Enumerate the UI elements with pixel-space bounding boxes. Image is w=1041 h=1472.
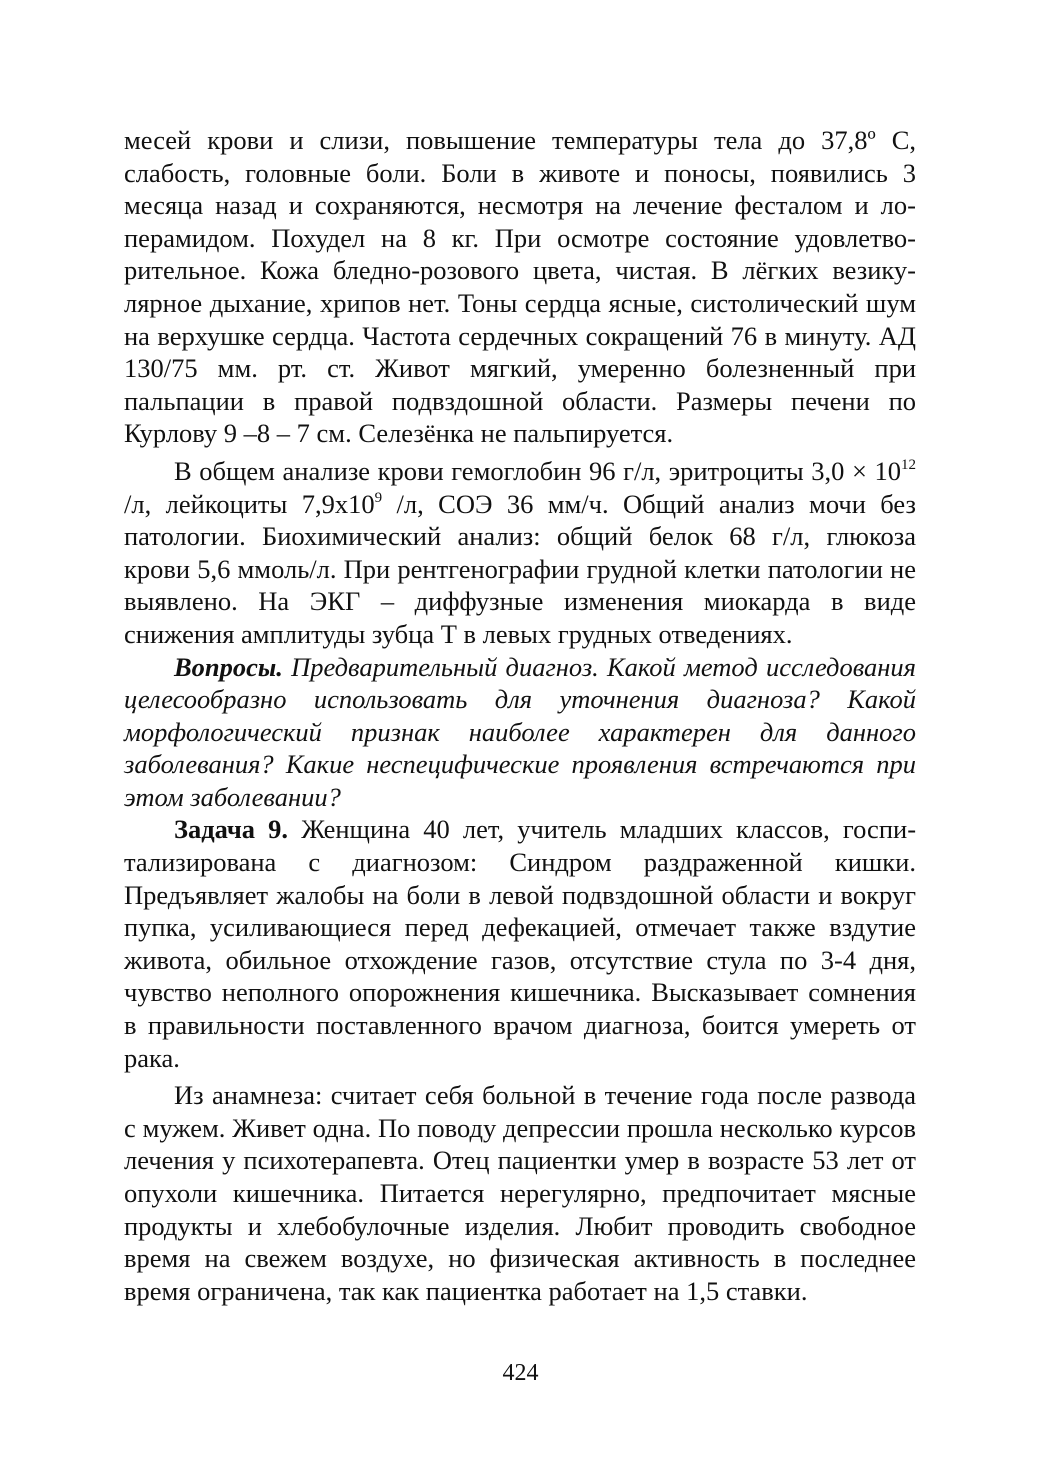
questions-text: Предварительный диагноз. Какой метод исследования целесообразно использовать для уточнения диагноза? Какой морфологический признак наиболее характерен для данного заболевания? Какие неспецифические проявления встречаются при этом заболевании?	[124, 651, 916, 812]
paragraph-anamnesis: Из анамнеза: считает себя больной в течение года после развода с мужем. Живет одна. По поводу депрессии прошла несколько курсов лечения у психотерапевта. Отец пациентки умер в возрасте 53 лет от опухоли кишечника. Питается нерегулярно, предпочитает мясные продукты и хлебобулочные изделия. Любит проводить свободное время на свежем воздухе, но физическая активность в последнее время ограничена, так как пациентка работает на 1,5 ставки.	[124, 1080, 916, 1306]
exponent-12: 12	[901, 456, 916, 473]
task-9-text: Женщина 40 лет, учитель младших классов, госпитализирована с диагнозом: Синдром раздраженной кишки. Предъявляет жалобы на боли в левой подвздошной области и вокруг пупка, усиливающиеся перед дефекацией, отмечает также вздутие живота, обильное отхождение газов, отсутствие стула по 3-4 дня, чувство неполного опорожнения кишечника. Высказывает сомнения в правильности поставленного врачом диагноза, боится умереть от рака.	[124, 814, 917, 1073]
paragraph-lab-results	[124, 455, 916, 651]
paragraph-case-continuation: месей крови и слизи, повышение температуры тела до 37,8º С, слабость, головные боли. Боли в животе и поносы, появились 3 месяца назад и сохраняются, несмотря на лечение фесталом и лоперамидом. Похудел на 8 кг. При осмотре состояние удовлетворительное. Кожа бледно-розового цвета, чистая. В лёгких везикулярное дыхание, хрипов нет. Тоны сердца ясные, систолический шум на верхушке сердца. Частота сердечных сокращений 76 в минуту. АД 130/75 мм. рт. ст. Живот мягкий, умеренно болезненный при пальпации в правой подвздошной области. Размеры печени по Курлову 9 –8 – 7 см. Селезёнка не пальпируется.	[124, 125, 916, 449]
page-number: 424	[502, 1360, 539, 1386]
questions-label: Вопросы.	[174, 651, 283, 682]
page-body	[124, 124, 916, 1307]
lab-text-b: /л, лейкоциты 7,9х10	[124, 488, 375, 519]
exponent-9: 9	[374, 489, 383, 506]
task-9-label: Задача 9.	[174, 814, 289, 845]
paragraph-task-9	[124, 813, 916, 1074]
paragraph-questions	[124, 651, 916, 814]
lab-text-c: /л, СОЭ 36 мм/ч. Общий анализ мочи без патологии. Биохимический анализ: общий белок 68 г/л, глюкоза крови 5,6 ммоль/л. При рентгенографии грудной клетки патологии не выявлено. На ЭКГ – диффузные изменения миокарда в виде снижения амплитуды зубца Т в левых грудных отведениях.	[124, 488, 916, 649]
lab-text-a: В общем анализе крови гемоглобин 96 г/л, эритроциты 3,0 × 10	[174, 455, 901, 486]
